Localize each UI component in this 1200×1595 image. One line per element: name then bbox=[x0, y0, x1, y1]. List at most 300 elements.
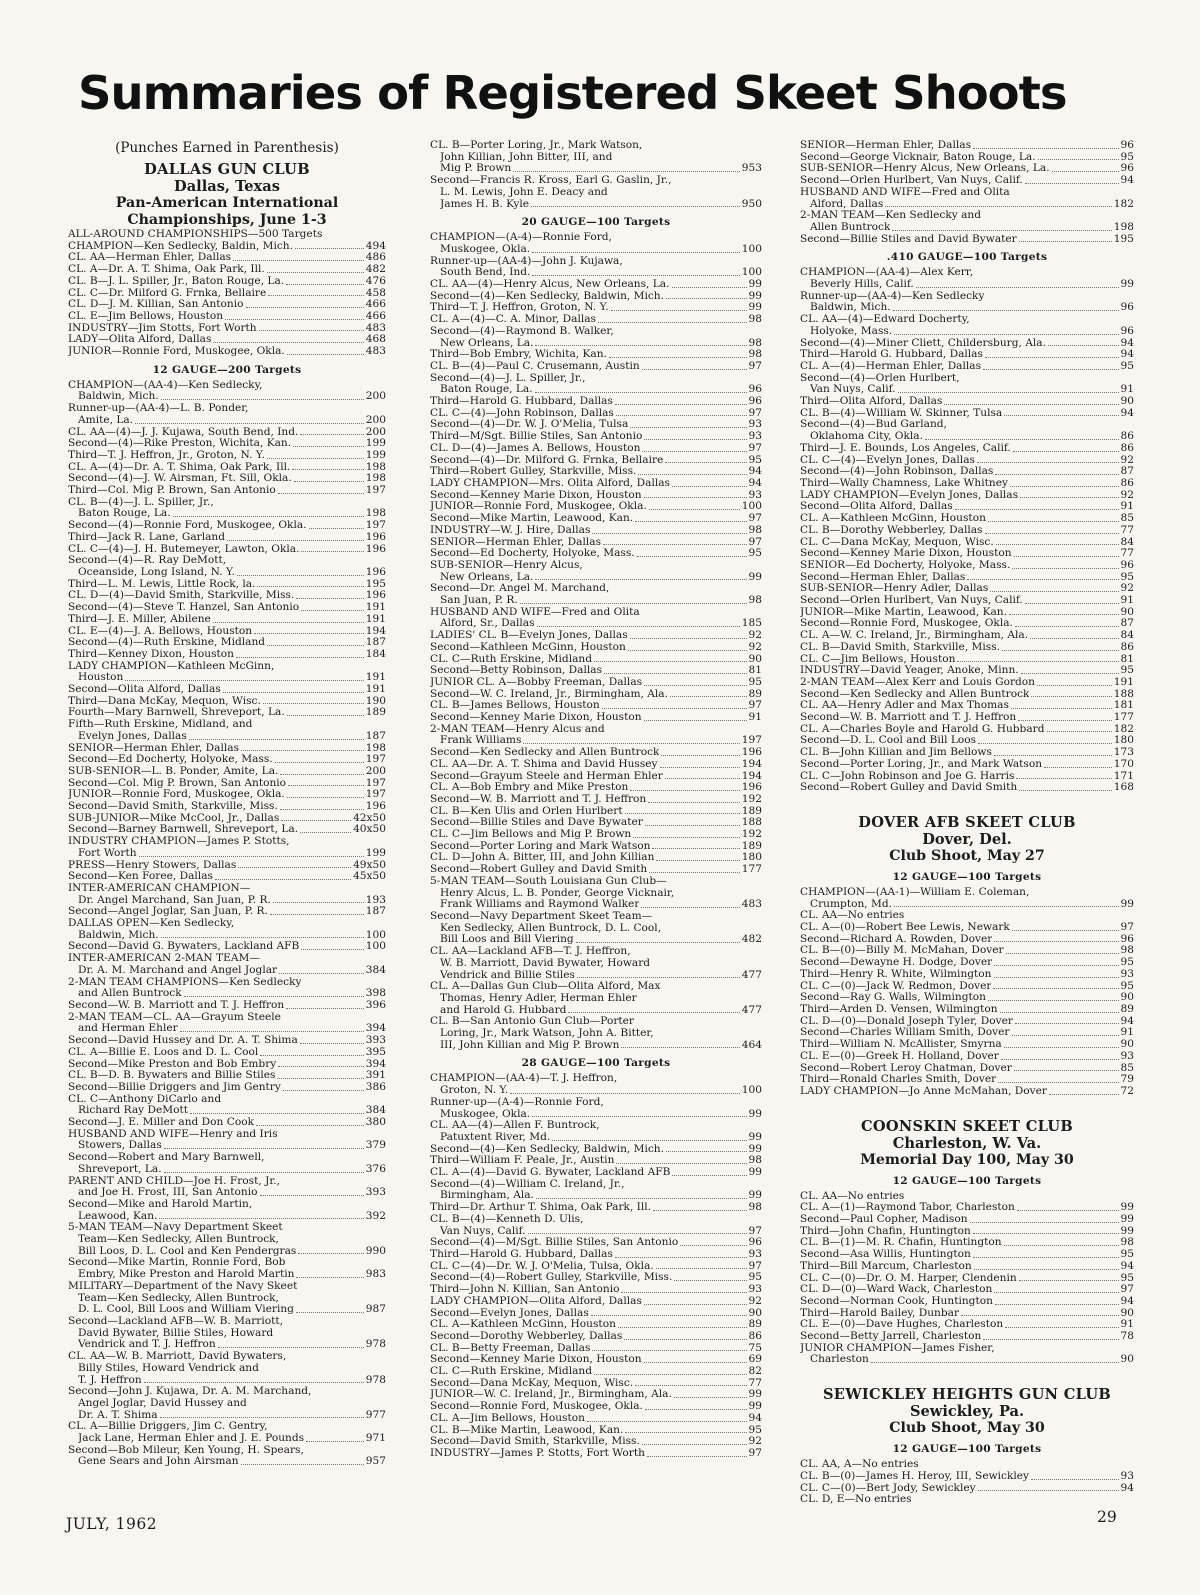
result-line bbox=[430, 864, 762, 876]
result-entry: HUSBAND AND WIFE—Henry and Iris bbox=[68, 1128, 278, 1140]
score-value: 99 bbox=[748, 1190, 762, 1202]
dot-leader bbox=[267, 272, 364, 273]
dot-leader bbox=[652, 848, 739, 849]
result-entry: Third—L. M. Lewis, Little Rock, la. bbox=[68, 578, 256, 590]
result-line bbox=[68, 334, 386, 346]
score-value: 477 bbox=[741, 1004, 762, 1016]
result-line bbox=[430, 199, 762, 211]
dot-leader bbox=[648, 802, 740, 803]
dot-leader bbox=[1048, 345, 1119, 346]
result-entry: CL. D—J. M. Killian, San Antonio bbox=[68, 299, 244, 311]
score-value: 170 bbox=[1113, 758, 1134, 770]
score-value: 99 bbox=[1120, 1225, 1134, 1237]
score-value: 95 bbox=[748, 454, 762, 466]
score-value: 191 bbox=[365, 602, 386, 614]
dot-leader bbox=[135, 423, 364, 424]
dot-leader bbox=[268, 295, 364, 296]
result-entry: CL. AA, A—No entries bbox=[800, 1459, 919, 1471]
dot-leader bbox=[296, 598, 363, 599]
dot-leader bbox=[1031, 696, 1111, 697]
result-entry: Second—Ken Sedlecky and Allen Buntrock bbox=[800, 688, 1030, 700]
dot-leader bbox=[615, 404, 747, 405]
result-line bbox=[800, 431, 1134, 443]
result-entry: Second—Paul Copher, Madison bbox=[800, 1214, 968, 1226]
score-value: 99 bbox=[1120, 898, 1134, 910]
result-line bbox=[800, 1226, 1134, 1238]
result-entry: Second—Ken Foree, Dallas bbox=[68, 871, 213, 883]
dot-leader bbox=[1047, 731, 1112, 732]
score-value: 177 bbox=[1113, 712, 1134, 724]
result-line bbox=[68, 743, 386, 755]
result-line bbox=[68, 1094, 386, 1106]
dot-leader bbox=[1004, 1245, 1119, 1246]
result-line bbox=[800, 1319, 1134, 1331]
result-line bbox=[800, 700, 1134, 712]
result-entry: Second—Navy Department Skeet Team— bbox=[430, 911, 653, 922]
score-value: 40x50 bbox=[353, 824, 386, 836]
dot-leader bbox=[296, 1277, 363, 1278]
result-entry: CL. A—(4)—Herman Ehler, Dallas bbox=[800, 360, 982, 372]
dot-leader bbox=[568, 1012, 739, 1013]
result-entry: CL. A—W. C. Ireland, Jr., Birmingham, Ala. bbox=[800, 630, 1029, 642]
dot-leader bbox=[513, 171, 740, 172]
dot-leader bbox=[236, 657, 364, 658]
result-entry: Second—(4)—Ken Sedlecky, Baldwin, Mich. bbox=[430, 1143, 664, 1155]
dot-leader bbox=[293, 446, 364, 447]
result-entry: New Orleans, La. bbox=[440, 571, 534, 583]
result-entry: CHAMPION—(AA-4)—Ken Sedlecky, bbox=[68, 379, 263, 391]
result-entry: Vendrick and Billie Stiles bbox=[440, 969, 575, 981]
result-line bbox=[430, 455, 762, 467]
result-entry: CL. D—(4)—David Smith, Starkville, Miss. bbox=[68, 590, 295, 602]
result-entry: Baldwin, Mich. bbox=[810, 302, 891, 314]
score-value: 195 bbox=[1113, 233, 1134, 245]
score-value: 198 bbox=[365, 742, 386, 754]
result-entry: 5-MAN TEAM—South Louisiana Gun Club— bbox=[430, 875, 667, 887]
result-line bbox=[800, 501, 1134, 513]
result-entry: CL. A—Kathleen McGinn, Houston bbox=[430, 1319, 616, 1331]
score-value: 483 bbox=[741, 899, 762, 911]
event-heading: Memorial Day 100, May 30 bbox=[860, 1151, 1074, 1168]
score-value: 99 bbox=[1120, 1214, 1134, 1226]
result-line bbox=[800, 1039, 1134, 1051]
score-value: 77 bbox=[748, 1377, 762, 1389]
result-entry: Stowers, Dallas bbox=[78, 1140, 162, 1152]
result-line bbox=[68, 544, 386, 556]
result-line bbox=[430, 338, 762, 350]
dot-leader bbox=[139, 856, 364, 857]
result-line bbox=[800, 222, 1134, 234]
dot-leader bbox=[995, 1304, 1119, 1305]
dot-leader bbox=[637, 556, 747, 557]
result-line bbox=[68, 1047, 386, 1059]
result-entry: Second—(4)—Ronnie Ford, Muskogee, Okla. bbox=[68, 520, 307, 532]
result-entry: Second—(4)—William C. Ireland, Jr., bbox=[430, 1178, 625, 1190]
score-value: 84 bbox=[1120, 536, 1134, 548]
result-line bbox=[430, 852, 762, 864]
score-value: 86 bbox=[1120, 477, 1134, 489]
score-value: 99 bbox=[748, 1167, 762, 1179]
score-value: 85 bbox=[1120, 1062, 1134, 1074]
result-entry: James H. B. Kyle bbox=[440, 198, 530, 210]
score-value: 950 bbox=[741, 198, 762, 210]
score-value: 95 bbox=[1120, 571, 1134, 583]
score-value: 458 bbox=[365, 287, 386, 299]
result-entry: Second—(4)—Bud Garland, bbox=[800, 419, 947, 431]
result-line bbox=[68, 895, 386, 907]
score-value: 96 bbox=[1120, 325, 1134, 337]
result-line bbox=[68, 1012, 386, 1024]
result-entry: Second—Mike and Harold Martin, bbox=[68, 1198, 253, 1210]
score-value: 81 bbox=[1120, 653, 1134, 665]
result-entry: Third—William N. McAllister, Smyrna bbox=[800, 1039, 1002, 1051]
result-line bbox=[800, 724, 1134, 736]
result-entry: Second—Lackland AFB—W. B. Marriott, bbox=[68, 1315, 284, 1327]
result-line bbox=[800, 969, 1134, 981]
result-entry: CHAMPION—(AA-1)—William E. Coleman, bbox=[800, 886, 1030, 898]
result-entry: D. L. Cool, Bill Loos and William Viering bbox=[78, 1304, 294, 1316]
score-value: 98 bbox=[748, 314, 762, 326]
result-entry: CL. C—(4)—J. H. Butemeyer, Lawton, Okla. bbox=[68, 543, 300, 555]
result-line bbox=[800, 1284, 1134, 1296]
result-entry: Second—Dr. Angel M. Marchand, bbox=[430, 583, 610, 595]
score-value: 99 bbox=[1120, 1202, 1134, 1214]
result-entry: SENIOR—Herman Ehler, Dallas bbox=[68, 742, 240, 754]
dot-leader bbox=[642, 369, 747, 370]
result-entry: CL. C—Ruth Erskine, Midland bbox=[430, 1366, 593, 1378]
score-value: 957 bbox=[365, 1456, 386, 1468]
dot-leader bbox=[591, 1315, 747, 1316]
dot-leader bbox=[996, 544, 1119, 545]
result-entry: CL. AA—Lackland AFB—T. J. Heffron, bbox=[430, 946, 631, 958]
score-value: 86 bbox=[1120, 442, 1134, 454]
score-value: 90 bbox=[748, 653, 762, 665]
result-entry: Third—Arden D. Vensen, Wilmington bbox=[800, 1004, 998, 1015]
result-line bbox=[68, 754, 386, 766]
score-value: 971 bbox=[365, 1433, 386, 1445]
dot-leader bbox=[1011, 708, 1112, 709]
result-line bbox=[800, 1273, 1134, 1285]
dot-leader bbox=[1017, 1210, 1119, 1211]
result-line bbox=[68, 1082, 386, 1094]
score-value: 97 bbox=[748, 1447, 762, 1459]
dot-leader bbox=[1010, 486, 1119, 487]
gauge-heading: 12 GAUGE—100 Targets bbox=[892, 870, 1042, 883]
score-value: 188 bbox=[1113, 688, 1134, 700]
score-value: 96 bbox=[1120, 302, 1134, 314]
section-spacer bbox=[800, 1366, 1134, 1386]
result-entry: Billy Stiles, Howard Vendrick and bbox=[78, 1362, 259, 1374]
result-entry: CL. A—Charles Boyle and Harold G. Hubbard bbox=[800, 723, 1045, 735]
score-value: 96 bbox=[1120, 559, 1134, 571]
result-line bbox=[430, 724, 762, 736]
result-line bbox=[430, 1249, 762, 1261]
dot-leader bbox=[674, 1397, 747, 1398]
dot-leader bbox=[576, 942, 740, 943]
score-value: 95 bbox=[1120, 360, 1134, 372]
result-line bbox=[68, 590, 386, 602]
result-entry: Frank Williams and Raymond Walker bbox=[440, 899, 640, 911]
score-value: 200 bbox=[365, 414, 386, 426]
result-line bbox=[800, 338, 1134, 350]
result-line bbox=[68, 965, 386, 977]
result-entry: Third—Kenney Dixon, Houston bbox=[68, 648, 235, 660]
result-line bbox=[430, 934, 762, 946]
score-value: 393 bbox=[365, 1187, 386, 1199]
dot-leader bbox=[656, 860, 739, 861]
dot-leader bbox=[1000, 1012, 1119, 1013]
result-line bbox=[800, 291, 1134, 303]
score-value: 98 bbox=[748, 524, 762, 536]
result-line bbox=[68, 311, 386, 323]
dot-leader bbox=[944, 404, 1118, 405]
score-value: 196 bbox=[365, 590, 386, 602]
result-entry: Second—Kathleen McGinn, Houston bbox=[430, 641, 626, 653]
result-entry: Dr. Angel Marchand, San Juan, P. R. bbox=[78, 894, 271, 906]
score-value: 97 bbox=[748, 1260, 762, 1272]
result-line bbox=[430, 829, 762, 841]
result-line bbox=[430, 1354, 762, 1366]
dot-leader bbox=[967, 579, 1118, 580]
result-entry: CL. D—(0)—Ward Wack, Charleston bbox=[800, 1284, 993, 1296]
dot-leader bbox=[536, 1198, 747, 1199]
result-line bbox=[430, 349, 762, 361]
result-entry: INDUSTRY CHAMPION—James P. Stotts, bbox=[68, 836, 290, 848]
result-line bbox=[800, 1494, 1134, 1506]
dot-leader bbox=[644, 685, 746, 686]
result-entry: LADY CHAMPION—Kathleen McGinn, bbox=[68, 660, 275, 672]
result-line bbox=[430, 1343, 762, 1355]
result-entry: CL. C—Dana McKay, Mequon, Wisc. bbox=[800, 536, 994, 548]
result-entry: CL. D, E—No entries bbox=[800, 1494, 912, 1506]
result-line bbox=[800, 419, 1134, 431]
result-line bbox=[68, 860, 386, 872]
result-entry: Second—Kenney Marie Dixon, Houston bbox=[430, 489, 642, 501]
dot-leader bbox=[535, 392, 747, 393]
result-line bbox=[430, 1016, 762, 1028]
result-line bbox=[430, 1401, 762, 1413]
result-entry: CL. A—Dr. A. T. Shima, Oak Park, Ill. bbox=[68, 264, 265, 276]
dot-leader bbox=[602, 708, 747, 709]
score-value: 197 bbox=[365, 520, 386, 532]
club-heading: SEWICKLEY HEIGHTS GUN CLUB bbox=[822, 1386, 1112, 1404]
result-entry: Second—J. E. Miller and Don Cook bbox=[68, 1117, 255, 1129]
dot-leader bbox=[1006, 953, 1119, 954]
score-value: 978 bbox=[365, 1374, 386, 1386]
dot-leader bbox=[281, 820, 351, 821]
result-entry: Allen Buntrock bbox=[810, 221, 891, 233]
result-entry: CL. AA—(4)—Henry Alcus, New Orleans, La. bbox=[430, 279, 670, 291]
result-line bbox=[68, 1293, 386, 1305]
result-line bbox=[68, 264, 386, 276]
result-entry: CL. E—(4)—J. A. Bellows, Houston bbox=[68, 625, 253, 637]
result-line bbox=[68, 649, 386, 661]
score-value: 95 bbox=[1120, 665, 1134, 677]
result-entry: CL. B—(4)—Kenneth D. Ulis, bbox=[430, 1213, 584, 1225]
score-value: 191 bbox=[365, 613, 386, 625]
result-line bbox=[430, 782, 762, 794]
dot-leader bbox=[1037, 685, 1112, 686]
score-value: 98 bbox=[748, 1155, 762, 1167]
result-line bbox=[430, 899, 762, 911]
score-value: 75 bbox=[748, 1342, 762, 1354]
score-value: 77 bbox=[1120, 524, 1134, 536]
dot-leader bbox=[645, 1409, 747, 1410]
result-entry: Second—Orlen Hurlbert, Van Nuys, Calif. bbox=[800, 175, 1023, 187]
result-entry: CL. D—John A. Bitter, III, and John Killian bbox=[430, 852, 655, 864]
result-entry: Bill Loos, D. L. Cool and Ken Pendergras bbox=[78, 1245, 297, 1257]
dot-leader bbox=[893, 310, 1119, 311]
score-value: 99 bbox=[748, 1131, 762, 1143]
result-entry: SUB-SENIOR—Henry Alcus, bbox=[430, 559, 583, 571]
score-value: 95 bbox=[748, 548, 762, 560]
result-entry: Second—Kenney Marie Dixon, Houston bbox=[430, 712, 642, 724]
score-value: 84 bbox=[1120, 630, 1134, 642]
result-entry: Evelyn Jones, Dallas bbox=[78, 730, 187, 742]
result-line bbox=[68, 766, 386, 778]
dot-leader bbox=[616, 415, 747, 416]
result-entry: Third—T. J. Heffron, Jr., Groton, N. Y. bbox=[68, 449, 265, 461]
result-line bbox=[430, 700, 762, 712]
dot-leader bbox=[287, 354, 364, 355]
dot-leader bbox=[1018, 720, 1112, 721]
score-value: 91 bbox=[748, 712, 762, 724]
result-entry: Second—Kenney Marie Dixon, Houston bbox=[800, 548, 1012, 560]
result-line bbox=[430, 689, 762, 701]
score-value: 87 bbox=[1120, 618, 1134, 630]
score-value: 182 bbox=[1113, 723, 1134, 735]
dot-leader bbox=[616, 1163, 746, 1164]
result-entry: Charleston bbox=[810, 1354, 869, 1366]
result-entry: Second—Mike Preston and Bob Embry bbox=[68, 1058, 277, 1070]
result-line bbox=[68, 450, 386, 462]
result-entry: Second—Ed Docherty, Holyoke, Mass. bbox=[430, 548, 635, 560]
result-entry: CL. A—Bob Embry and Mike Preston bbox=[430, 782, 629, 794]
score-value: 384 bbox=[365, 964, 386, 976]
result-entry: Third—Robert Gulley, Starkville, Miss. bbox=[430, 466, 637, 478]
score-value: 200 bbox=[365, 391, 386, 403]
result-line bbox=[68, 1035, 386, 1047]
result-entry: Second—Grayum Steele and Herman Ehler bbox=[430, 770, 663, 782]
result-line bbox=[800, 490, 1134, 502]
result-entry: Runner-up—(A-4)—Ronnie Ford, bbox=[430, 1096, 604, 1108]
score-value: 99 bbox=[1120, 279, 1134, 291]
dot-leader bbox=[665, 462, 746, 463]
result-line bbox=[68, 696, 386, 708]
result-line bbox=[430, 923, 762, 935]
score-value: 98 bbox=[748, 1202, 762, 1214]
result-line bbox=[68, 485, 386, 497]
score-value: 96 bbox=[1120, 163, 1134, 175]
score-value: 197 bbox=[741, 735, 762, 747]
result-entry: CL. AA—Dr. A. T. Shima and David Hussey bbox=[430, 758, 658, 770]
result-line bbox=[68, 1421, 386, 1433]
result-line bbox=[800, 1261, 1134, 1273]
dot-leader bbox=[1005, 1327, 1118, 1328]
page-number: 29 bbox=[1097, 1508, 1117, 1526]
result-line bbox=[430, 1214, 762, 1226]
score-value: 94 bbox=[1120, 175, 1134, 187]
result-line bbox=[430, 525, 762, 537]
result-line bbox=[430, 970, 762, 982]
result-line bbox=[68, 836, 386, 848]
score-value: 95 bbox=[1120, 1249, 1134, 1261]
dot-leader bbox=[955, 509, 1119, 510]
dot-leader bbox=[625, 1432, 746, 1433]
result-line bbox=[430, 794, 762, 806]
result-entry: CL. C—John Robinson and Joe G. Harris bbox=[800, 770, 1015, 782]
result-line bbox=[430, 1085, 762, 1097]
result-line bbox=[68, 1023, 386, 1035]
dot-leader bbox=[656, 1268, 747, 1269]
result-entry: Second—Porter Loring and Mark Watson bbox=[430, 840, 651, 852]
result-line bbox=[68, 1199, 386, 1211]
result-line bbox=[800, 455, 1134, 467]
result-entry: CL. E—(0)—Dave Hughes, Charleston bbox=[800, 1319, 1004, 1331]
score-value: 93 bbox=[748, 1284, 762, 1296]
dot-leader bbox=[644, 1304, 747, 1305]
score-value: 97 bbox=[748, 513, 762, 525]
result-line bbox=[800, 595, 1134, 607]
result-line bbox=[800, 735, 1134, 747]
score-value: 990 bbox=[365, 1245, 386, 1257]
dot-leader bbox=[604, 673, 747, 674]
score-value: 81 bbox=[748, 665, 762, 677]
score-value: 87 bbox=[1120, 466, 1134, 478]
result-entry: and Herman Ehler bbox=[78, 1023, 178, 1035]
result-line bbox=[800, 665, 1134, 677]
dot-leader bbox=[257, 586, 363, 587]
issue-date: JULY, 1962 bbox=[66, 1515, 158, 1533]
dot-leader bbox=[973, 148, 1119, 149]
score-value: 90 bbox=[1120, 992, 1134, 1004]
dot-leader bbox=[994, 755, 1112, 756]
score-value: 386 bbox=[365, 1081, 386, 1093]
result-entry: Second—Francis R. Kross, Earl G. Gaslin, Jr., bbox=[430, 175, 672, 187]
result-entry: Alford, Sr., Dallas bbox=[440, 618, 535, 630]
result-line bbox=[68, 567, 386, 579]
result-entry: W. B. Marriott, David Bywater, Howard bbox=[440, 957, 651, 969]
result-entry: CL. AA—Herman Ehler, Dallas bbox=[68, 252, 232, 264]
result-line bbox=[430, 595, 762, 607]
score-value: 197 bbox=[365, 485, 386, 497]
dot-leader bbox=[528, 1233, 747, 1234]
result-entry: Embry, Mike Preston and Harold Martin bbox=[78, 1269, 295, 1281]
result-line bbox=[68, 731, 386, 743]
dot-leader bbox=[592, 1350, 746, 1351]
result-entry: CL. AA—(4)—Allen F. Buntrock, bbox=[430, 1120, 600, 1132]
result-entry: John Killian, John Bitter, III, and bbox=[440, 151, 613, 163]
result-line bbox=[68, 941, 386, 953]
result-line bbox=[68, 684, 386, 696]
dot-leader bbox=[233, 260, 364, 261]
score-value: 192 bbox=[741, 793, 762, 805]
dot-leader bbox=[644, 1362, 747, 1363]
score-value: 86 bbox=[1120, 641, 1134, 653]
result-line bbox=[430, 1120, 762, 1132]
result-entry: CL. C—(0)—Jack W. Redmon, Dover bbox=[800, 980, 992, 992]
result-entry: Oklahoma City, Okla. bbox=[810, 431, 923, 443]
dot-leader bbox=[630, 638, 747, 639]
score-value: 96 bbox=[1120, 933, 1134, 945]
result-line bbox=[800, 408, 1134, 420]
score-value: 193 bbox=[365, 894, 386, 906]
dot-leader bbox=[894, 906, 1119, 907]
result-entry: Second—David G. Bywaters, Lackland AFB bbox=[68, 941, 300, 953]
result-line bbox=[800, 992, 1134, 1004]
result-entry: Runner-up—(AA-4)—L. B. Ponder, bbox=[68, 403, 249, 415]
result-line bbox=[68, 241, 386, 253]
